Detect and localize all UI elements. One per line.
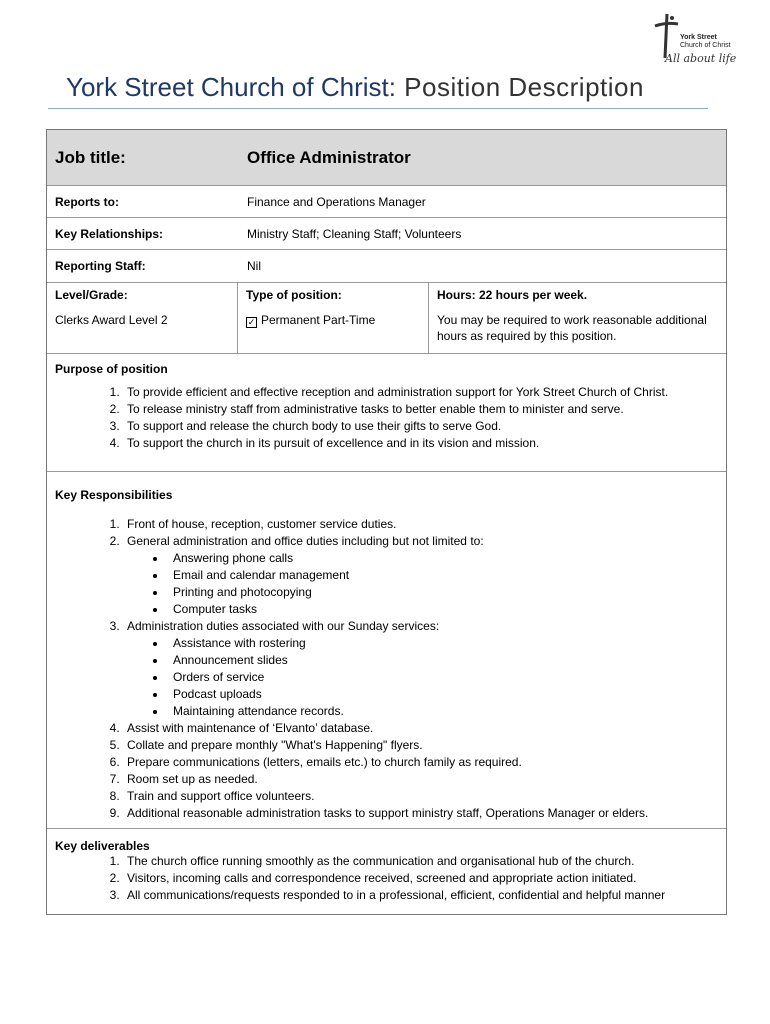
deliverables-heading: Key deliverables — [55, 839, 150, 853]
list-item: 1. The church office running smoothly as the communication and organisational hub of the church. — [123, 853, 718, 870]
sub-list-item: • Podcast uploads — [167, 686, 718, 703]
title-main: York Street Church of Christ — [66, 72, 389, 102]
purpose-list — [55, 384, 718, 452]
type-label: Type of position: — [246, 288, 342, 302]
list-item-text: General administration and office duties including but not limited to: — [127, 534, 484, 548]
list-item-text: Administration duties associated with our Sunday services: — [127, 619, 440, 633]
sub-list — [127, 550, 718, 618]
key-relationships-row — [47, 218, 726, 250]
list-item: 3. To support and release the church body to use their gifts to serve God. — [123, 418, 718, 435]
logo-name-line1: York Street — [680, 34, 717, 41]
list-item: 4. Assist with maintenance of ‘Elvanto’ database. — [123, 720, 718, 737]
list-item: 1. To provide efficient and effective reception and administration support for York Street Church of Christ. — [123, 384, 718, 401]
type-cell — [238, 283, 429, 353]
list-item: 2. To release ministry staff from administrative tasks to better enable them to minister and serve. — [123, 401, 718, 418]
list-item: 4. To support the church in its pursuit of excellence and in its vision and mission. — [123, 435, 718, 452]
list-item: 1. Front of house, reception, customer service duties. — [123, 516, 718, 533]
title-rule — [48, 108, 708, 109]
deliverables-section — [47, 829, 726, 914]
hours-label: Hours: 22 hours per week. — [437, 288, 588, 302]
list-item — [123, 618, 718, 720]
list-item: 3. All communications/requests responded to in a professional, efficient, confidential and helpful manner — [123, 887, 718, 904]
responsibilities-list — [55, 516, 718, 822]
logo-tagline: All about life — [665, 52, 737, 65]
sub-list-item: • Orders of service — [167, 669, 718, 686]
key-relationships-label: Key Relationships: — [55, 226, 164, 241]
reports-to-row — [47, 186, 726, 218]
checkbox-icon: ✓ — [247, 317, 256, 327]
responsibilities-heading: Key Responsibilities — [55, 488, 173, 502]
list-item: 2. Visitors, incoming calls and correspondence received, screened and appropriate action initiated. — [123, 870, 718, 887]
list-item: 7. Room set up as needed. — [123, 771, 718, 788]
page-title — [66, 72, 644, 103]
reports-to-value: Finance and Operations Manager — [247, 194, 426, 209]
level-value: Clerks Award Level 2 — [55, 313, 168, 327]
reporting-staff-label: Reporting Staff: — [55, 259, 146, 273]
job-title-value: Office Administrator — [247, 147, 411, 167]
list-item: 5. Collate and prepare monthly "What's Happening" flyers. — [123, 737, 718, 754]
job-title-row — [47, 130, 726, 186]
sub-list-item: • Announcement slides — [167, 652, 718, 669]
responsibilities-section — [47, 472, 726, 829]
sub-list-item: • Email and calendar management — [167, 567, 718, 584]
reports-to-label: Reports to: — [55, 194, 119, 209]
hours-note: You may be required to work reasonable additional hours as required by this position. — [437, 313, 707, 343]
list-item: 8. Train and support office volunteers. — [123, 788, 718, 805]
level-label: Level/Grade: — [55, 288, 128, 302]
level-type-hours-row — [47, 283, 726, 354]
deliverables-list — [55, 853, 718, 904]
church-logo — [650, 12, 750, 72]
title-sub: : Position Description — [388, 72, 644, 102]
reporting-staff-value: Nil — [247, 259, 261, 273]
list-item: 6. Prepare communications (letters, emails etc.) to church family as required. — [123, 754, 718, 771]
level-cell — [47, 283, 238, 353]
list-item — [123, 533, 718, 618]
job-title-label: Job title: — [55, 147, 126, 167]
list-item: 9. Additional reasonable administration tasks to support ministry staff, Operations Manager or elders. — [123, 805, 718, 822]
hours-cell — [429, 283, 726, 353]
position-table — [46, 129, 727, 915]
sub-list-item: • Assistance with rostering — [167, 635, 718, 652]
reporting-staff-row — [47, 250, 726, 283]
type-value: Permanent Part-Time — [261, 313, 376, 327]
sub-list-item: • Printing and photocopying — [167, 584, 718, 601]
sub-list-item: • Computer tasks — [167, 601, 718, 618]
key-relationships-value: Ministry Staff; Cleaning Staff; Volunteers — [247, 226, 462, 241]
purpose-section — [47, 354, 726, 472]
purpose-heading: Purpose of position — [55, 362, 168, 376]
sub-list-item: • Maintaining attendance records. — [167, 703, 718, 720]
logo-name-line2: Church of Christ — [680, 42, 731, 49]
sub-list-item: • Answering phone calls — [167, 550, 718, 567]
sub-list — [127, 635, 718, 720]
